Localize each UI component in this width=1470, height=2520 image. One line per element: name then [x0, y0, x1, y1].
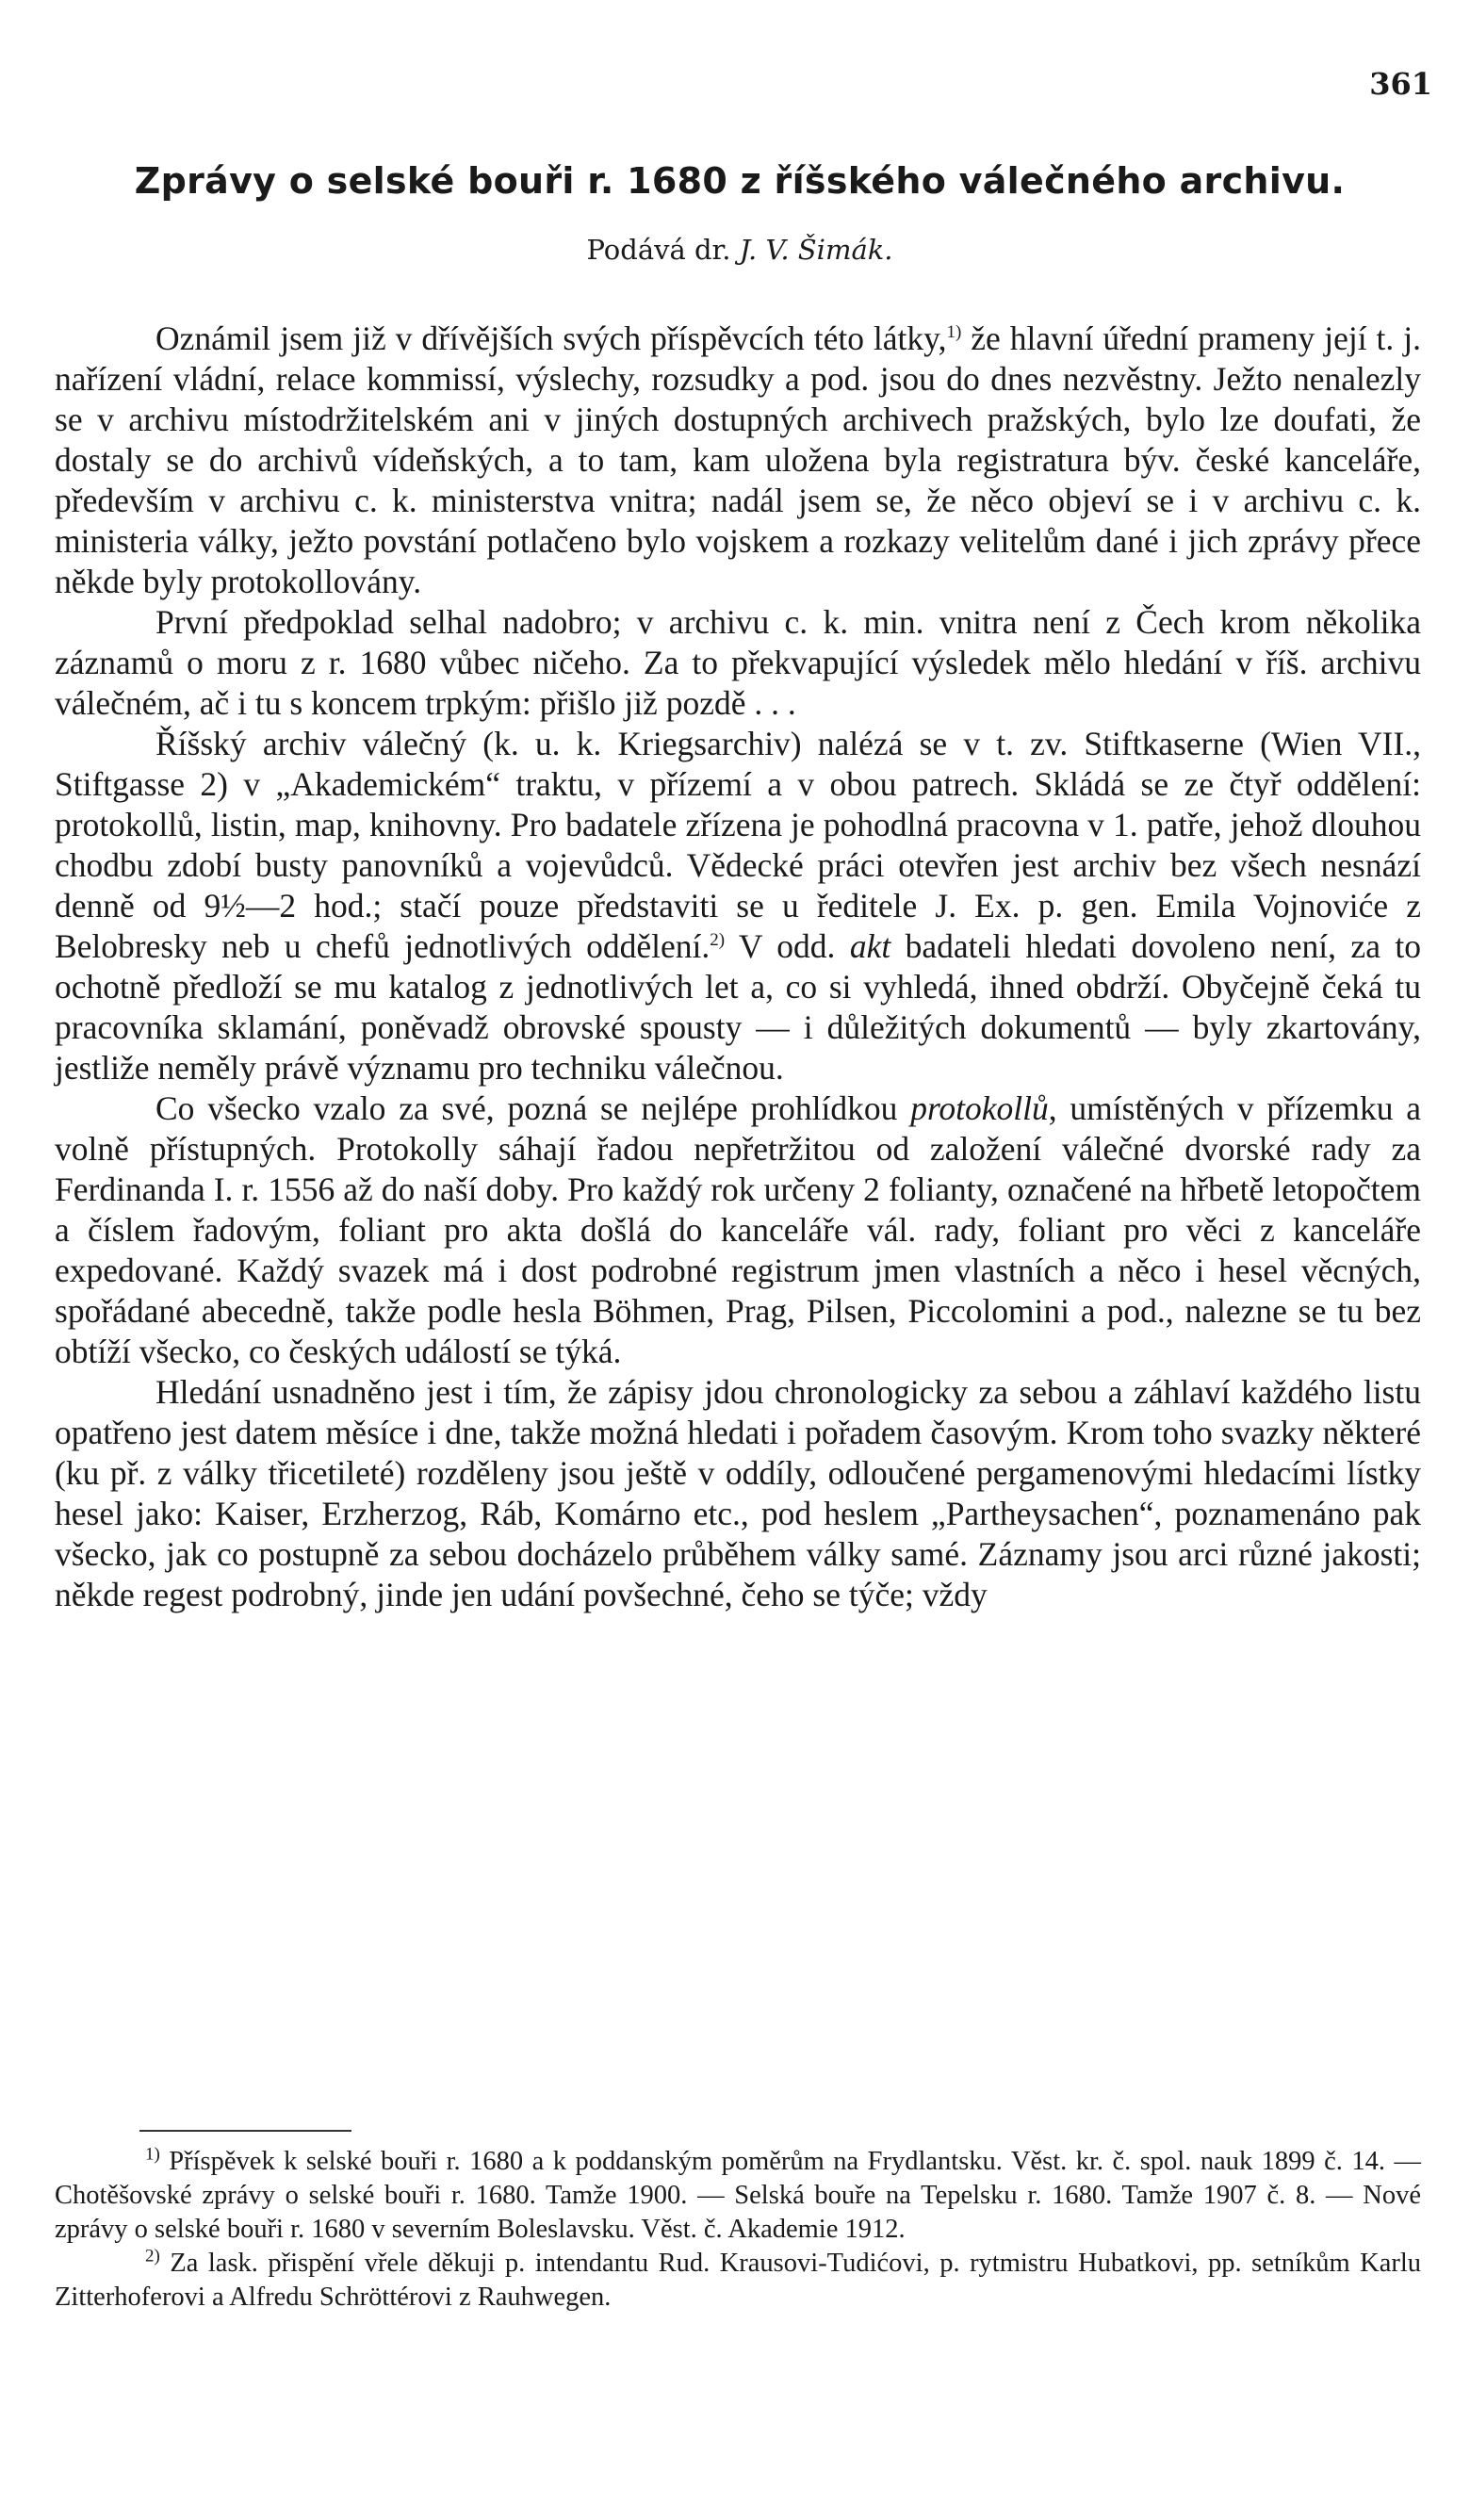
page-number: 361: [1369, 66, 1432, 102]
footnotes: [55, 2145, 1421, 2315]
emphasis-protokollu: protokollů: [910, 1089, 1049, 1127]
paragraph-text: že hlavní úřední prameny její t. j. nařízení vládní, relace kommissí, výslechy, rozsudky a pod. jsou do dnes nezvěstny. Ježto nenalezly se v archivu místodržitelském ani v jiných dostupných archivech pražských, bylo lze doufati, že dostaly se do archivů vídeňských, a to tam, kam uložena byla registratura býv. české kanceláře, především v archivu c. k. ministerstva vnitra; nadál jsem se, že něco objeví se i v archivu c. k. ministeria války, ježto povstání potlačeno bylo vojskem a rozkazy velitelům dané i jich zprávy přece někde byly protokollovány.: [55, 319, 1421, 600]
paragraph-3: [55, 724, 1421, 1088]
footnote-1: [55, 2145, 1421, 2247]
footnote-2: [55, 2247, 1421, 2315]
paragraph-text: V odd.: [725, 927, 850, 965]
byline: [85, 234, 1395, 266]
footnote-mark-2: 2): [145, 2246, 160, 2266]
footnote-text-1: Příspěvek k selské bouři r. 1680 a k poddanským poměrům na Frydlantsku. Věst. kr. č. spol. nauk 1899 č. 14. — Chotěšovské zprávy o selské bouři r. 1680. Tamže 1900. — Selská bouře na Tepelsku r. 1680. Tamže 1907 č. 8. — Nové zprávy o selské bouři r. 1680 v severním Boleslavsku. Věst. č. Akademie 1912.: [55, 2147, 1421, 2244]
paragraph-4: [55, 1088, 1421, 1372]
paragraph-text: badateli hledati dovoleno není, za to ochotně předloží se mu katalog z jednotlivých let a, co si vyhledá, ihned obdrží. Obyčejně čeká tu pracovníka sklamání, poněvadž obrovské spousty — i důležitých dokumentů — byly zkartovány, jestliže neměly právě významu pro techniku válečnou.: [55, 927, 1421, 1087]
paragraph-text: , umístěných v přízemku a volně přístupných. Protokolly sáhají řadou nepřetržitou od založení válečné dvorské rady za Ferdinanda I. r. 1556 až do naší doby. Pro každý rok určeny 2 folianty, označené na hřbetě letopočtem a číslem řadovým, foliant pro akta došlá do kanceláře vál. rady, foliant pro věci z kanceláře expedované. Každý svazek má i dost podrobné registrum jmen vlastních a něco i hesel věcných, spořádané abecedně, takže podle hesla Böhmen, Prag, Pilsen, Piccolomini a pod., nalezne se tu bez obtíží všecko, co českých událostí se týká.: [55, 1089, 1421, 1370]
paragraph-2: První předpoklad selhal nadobro; v archivu c. k. min. vnitra není z Čech krom několika záznamů o moru z r. 1680 vůbec ničeho. Za to překvapující výsledek mělo hledání v říš. archivu válečném, ač i tu s koncem trpkým: přišlo již pozdě . . .: [55, 603, 1421, 722]
footnote-divider: [139, 2130, 351, 2132]
article-body: [55, 319, 1421, 1615]
footnote-mark-1: 1): [145, 2144, 160, 2165]
emphasis-akt: akt: [849, 927, 891, 965]
author-name: J. V. Šimák.: [739, 234, 893, 266]
footnote-text-2: Za lask. přispění vřele děkuji p. intendantu Rud. Krausovi-Tudićovi, p. rytmistru Hubatkovi, pp. setníkům Karlu Zitterhoferovi a Alfredu Schröttérovi z Rauhwegen.: [55, 2249, 1421, 2312]
footnote-ref-2: 2): [710, 930, 726, 951]
footnote-ref-1: 1): [946, 322, 962, 343]
paragraph-text: Oznámil jsem již v dřívějších svých příspěvcích této látky,: [155, 319, 947, 357]
paragraph-text: Říšský archiv válečný (k. u. k. Kriegsarchiv) nalézá se v t. zv. Stiftkaserne (Wien VII., Stiftgasse 2) v „Akademickém“ traktu, v přízemí a v obou patrech. Skládá se ze čtyř oddělení: protokollů, listin, map, knihovny. Pro badatele zřízena je pohodlná pracovna v 1. patře, jehož dlouhou chodbu zdobí busty panovníků a vojevůdců. Vědecké práci otevřen jest archiv bez všech nesnází denně od 9½—2 hod.; stačí pouze představiti se u ředitele J. Ex. p. gen. Emila Vojnoviće z Belobresky neb u chefů jednotlivých oddělení.: [55, 725, 1421, 965]
article-title: Zprávy o selské bouři r. 1680 z říšského válečného archivu.: [134, 160, 1346, 202]
paragraph-1: [55, 319, 1421, 602]
paragraph-text: Co všecko vzalo za své, pozná se nejlépe prohlídkou: [155, 1089, 911, 1127]
paragraph-5: Hledání usnadněno jest i tím, že zápisy jdou chronologicky za sebou a záhlaví každého listu opatřeno jest datem měsíce i dne, takže možná hledati i pořadem časovým. Krom toho svazky některé (ku př. z války třicetileté) rozděleny jsou ještě v oddíly, odloučené pergamenovými hledacími lístky hesel jako: Kaiser, Erzherzog, Ráb, Komárno etc., pod heslem „Partheysachen“, poznamenáno pak všecko, jak co postupně za sebou docházelo průběhem války samé. Záznamy jsou arci různé jakosti; někde regest podrobný, jinde jen udání povšechné, čeho se týče; vždy: [55, 1373, 1421, 1613]
byline-prefix: Podává dr.: [586, 234, 731, 266]
